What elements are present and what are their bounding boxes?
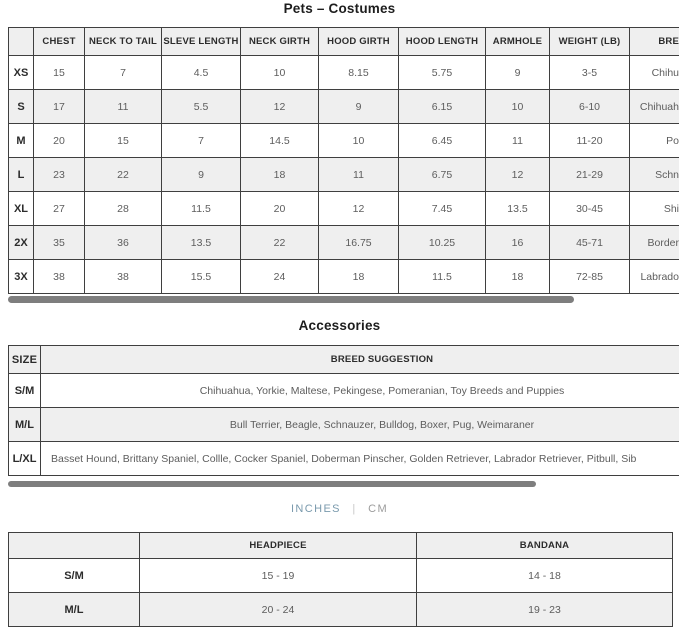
measurement-cell: 12	[319, 192, 399, 226]
measurement-cell: 10	[319, 124, 399, 158]
size-label-cell: 3X	[9, 260, 34, 294]
range-cell: 14 - 18	[417, 559, 673, 593]
measurement-cell: 72-85	[550, 260, 630, 294]
accessories-header-row	[9, 346, 679, 374]
measurement-cell: 30-45	[550, 192, 630, 226]
measurement-cell: 36	[85, 226, 162, 260]
costumes-horizontal-scrollbar-thumb[interactable]	[8, 296, 574, 303]
accessories-horizontal-scrollbar-thumb[interactable]	[8, 481, 536, 487]
measurement-cell: 6.75	[399, 158, 486, 192]
measurement-cell: 5.75	[399, 56, 486, 90]
size-label-cell: S/M	[9, 374, 41, 408]
measurement-cell: 45-71	[550, 226, 630, 260]
accessories-size-header: SIZE	[9, 346, 41, 374]
accessories-row	[9, 408, 679, 442]
breed-suggestion-cell: Basset Hound, Brittany Spaniel, Collle, Cocker Spaniel, Doberman Pinscher, Golden Retriever, Labrador Retriever, Pitbull, Sib	[41, 442, 679, 476]
measurement-cell: 4.5	[162, 56, 241, 90]
measurement-cell: 20	[241, 192, 319, 226]
measurement-cell: 38	[85, 260, 162, 294]
headwear-header-cell	[9, 533, 140, 559]
measurement-cell: 6.45	[399, 124, 486, 158]
measurement-cell: 8.15	[319, 56, 399, 90]
headwear-table	[8, 532, 673, 627]
size-label-cell: L/XL	[9, 442, 41, 476]
costumes-header-cell: SLEVE LENGTH	[162, 28, 241, 56]
measurement-cell: 15.5	[162, 260, 241, 294]
measurement-cell: 3-5	[550, 56, 630, 90]
measurement-cell: 18	[319, 260, 399, 294]
measurement-cell: 6.15	[399, 90, 486, 124]
size-label-cell: XS	[9, 56, 34, 90]
measurement-cell: 15	[85, 124, 162, 158]
accessories-table	[8, 345, 679, 476]
units-cm-button[interactable]: CM	[368, 503, 389, 515]
costumes-header-cell: NECK TO TAIL	[85, 28, 162, 56]
units-toggle	[0, 503, 679, 515]
breed-cell: Schn	[630, 158, 679, 192]
measurement-cell: 10.25	[399, 226, 486, 260]
costumes-header-cell: CHEST	[34, 28, 85, 56]
costumes-header-cell: HOOD LENGTH	[399, 28, 486, 56]
measurement-cell: 15	[34, 56, 85, 90]
costumes-header-row	[9, 28, 679, 56]
measurement-cell: 11.5	[162, 192, 241, 226]
headwear-header-cell: HEADPIECE	[140, 533, 417, 559]
headwear-header-row	[9, 533, 673, 559]
costumes-header-cell	[9, 28, 34, 56]
costumes-table-scroll-area[interactable]	[8, 27, 679, 295]
costumes-header-cell: NECK GIRTH	[241, 28, 319, 56]
accessories-breed-header: BREED SUGGESTION	[41, 346, 679, 374]
size-label-cell: S/M	[9, 559, 140, 593]
costumes-header-cell: HOOD GIRTH	[319, 28, 399, 56]
measurement-cell: 7.45	[399, 192, 486, 226]
breed-cell: Labrado	[630, 260, 679, 294]
size-label-cell: L	[9, 158, 34, 192]
measurement-cell: 11	[85, 90, 162, 124]
costumes-row	[9, 90, 679, 124]
measurement-cell: 5.5	[162, 90, 241, 124]
costumes-row	[9, 56, 679, 90]
measurement-cell: 23	[34, 158, 85, 192]
measurement-cell: 12	[241, 90, 319, 124]
measurement-cell: 17	[34, 90, 85, 124]
units-inches-button[interactable]: INCHES	[290, 503, 341, 515]
breed-cell: Shi	[630, 192, 679, 226]
headwear-row	[9, 593, 673, 627]
headwear-row	[9, 559, 673, 593]
size-label-cell: M/L	[9, 593, 140, 627]
breed-cell: Chihuah	[630, 90, 679, 124]
measurement-cell: 22	[241, 226, 319, 260]
costumes-header-cell: ARMHOLE	[486, 28, 550, 56]
measurement-cell: 35	[34, 226, 85, 260]
measurement-cell: 20	[34, 124, 85, 158]
costumes-header-cell: WEIGHT (LB)	[550, 28, 630, 56]
accessories-table-scroll-area[interactable]	[8, 345, 679, 477]
accessories-row	[9, 442, 679, 476]
costumes-row	[9, 260, 679, 294]
measurement-cell: 9	[486, 56, 550, 90]
accessories-title: Accessories	[298, 318, 381, 333]
costumes-row	[9, 158, 679, 192]
measurement-cell: 13.5	[486, 192, 550, 226]
measurement-cell: 7	[85, 56, 162, 90]
measurement-cell: 11	[319, 158, 399, 192]
costumes-row	[9, 226, 679, 260]
measurement-cell: 16	[486, 226, 550, 260]
accessories-row	[9, 374, 679, 408]
costumes-row	[9, 192, 679, 226]
measurement-cell: 16.75	[319, 226, 399, 260]
measurement-cell: 10	[486, 90, 550, 124]
measurement-cell: 6-10	[550, 90, 630, 124]
breed-cell: Po	[630, 124, 679, 158]
measurement-cell: 27	[34, 192, 85, 226]
measurement-cell: 9	[319, 90, 399, 124]
measurement-cell: 9	[162, 158, 241, 192]
breed-suggestion-cell: Bull Terrier, Beagle, Schnauzer, Bulldog, Boxer, Pug, Weimaraner	[41, 408, 679, 442]
breed-cell: Chihu	[630, 56, 679, 90]
range-cell: 19 - 23	[417, 593, 673, 627]
costumes-row	[9, 124, 679, 158]
measurement-cell: 13.5	[162, 226, 241, 260]
costumes-header-cell: BRE	[630, 28, 679, 56]
measurement-cell: 28	[85, 192, 162, 226]
breed-cell: Border	[630, 226, 679, 260]
measurement-cell: 24	[241, 260, 319, 294]
size-label-cell: S	[9, 90, 34, 124]
breed-suggestion-cell: Chihuahua, Yorkie, Maltese, Pekingese, Pomeranian, Toy Breeds and Puppies	[41, 374, 679, 408]
range-cell: 15 - 19	[140, 559, 417, 593]
units-divider: |	[352, 503, 357, 515]
costumes-title: Pets – Costumes	[283, 1, 396, 16]
headwear-table-area	[8, 532, 672, 627]
measurement-cell: 7	[162, 124, 241, 158]
size-label-cell: M	[9, 124, 34, 158]
size-label-cell: 2X	[9, 226, 34, 260]
measurement-cell: 10	[241, 56, 319, 90]
size-label-cell: M/L	[9, 408, 41, 442]
measurement-cell: 22	[85, 158, 162, 192]
headwear-header-cell: BANDANA	[417, 533, 673, 559]
measurement-cell: 21-29	[550, 158, 630, 192]
costumes-table	[8, 27, 679, 294]
measurement-cell: 11.5	[399, 260, 486, 294]
measurement-cell: 11	[486, 124, 550, 158]
measurement-cell: 12	[486, 158, 550, 192]
measurement-cell: 18	[241, 158, 319, 192]
range-cell: 20 - 24	[140, 593, 417, 627]
size-label-cell: XL	[9, 192, 34, 226]
measurement-cell: 14.5	[241, 124, 319, 158]
measurement-cell: 18	[486, 260, 550, 294]
measurement-cell: 38	[34, 260, 85, 294]
measurement-cell: 11-20	[550, 124, 630, 158]
